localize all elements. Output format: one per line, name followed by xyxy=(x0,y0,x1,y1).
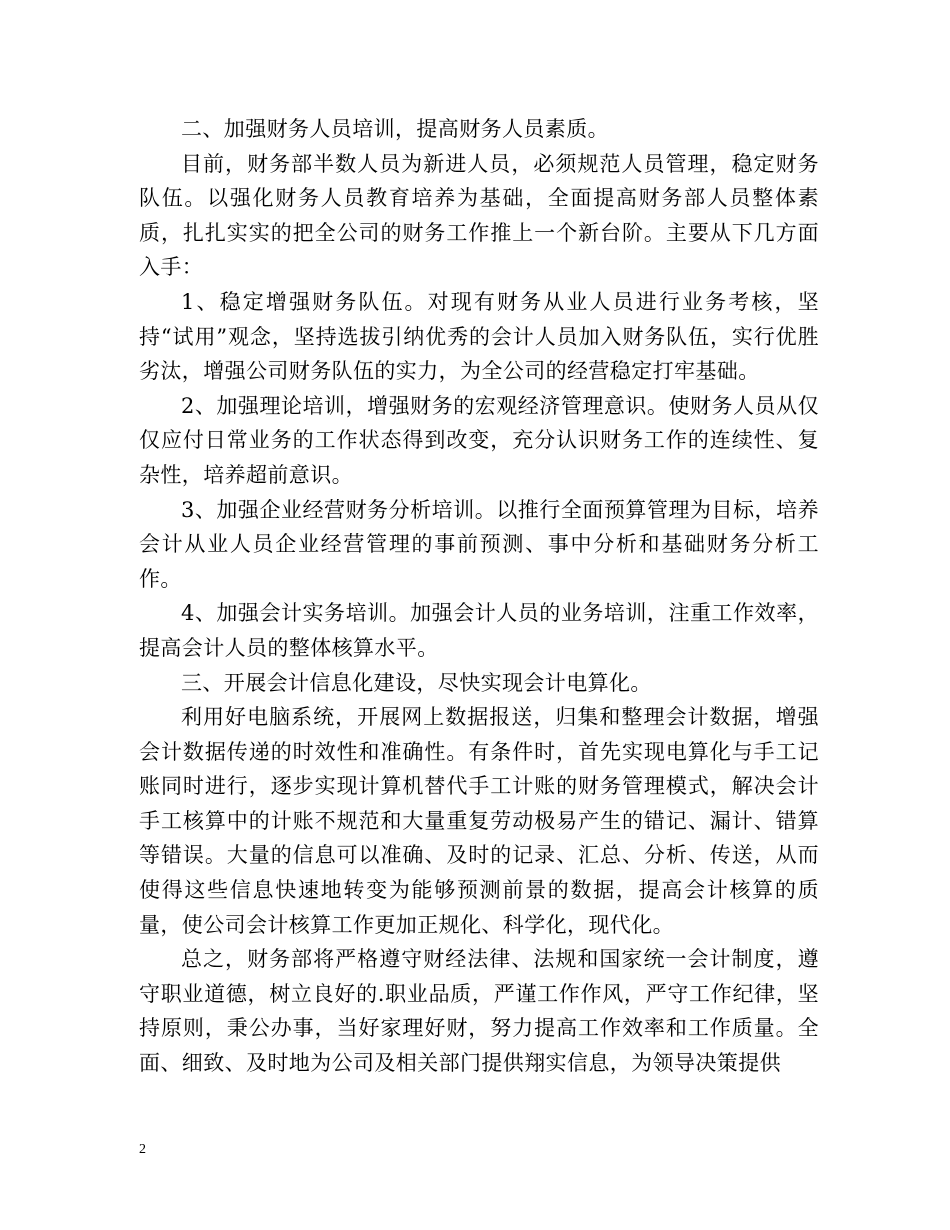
paragraph-summary: 总之，财务部将严格遵守财经法律、法规和国家统一会计制度，遵守职业道德，树立良好的.职业品质，严谨工作作风，严守工作纪律，坚持原则，秉公办事，当好家理好财，努力提高工作效率和工作质量。全面、细致、及时地为公司及相关部门提供翔实信息，为领导决策提供 xyxy=(139,947,819,1076)
paragraph-computerization: 利用好电脑系统，开展网上数据报送，归集和整理会计数据，增强会计数据传递的时效性和准确性。有条件时，首先实现电算化与手工记账同时进行，逐步实现计算机替代手工计账的财务管理模式，解决会计手工核算中的计账不规范和大量重复劳动极易产生的错记、漏计、错算等错误。大量的信息可以准确、及时的记录、汇总、分析、传送，从而使得这些信息快速地转变为能够预测前景的数据，提高会计核算的质量，使公司会计核算工作更加正规化、科学化，现代化。 xyxy=(139,705,819,937)
list-item-analysis-training: 3、加强企业经营财务分析培训。以推行全面预算管理为目标，培养会计从业人员企业经营管理的事前预测、事中分析和基础财务分析工作。 xyxy=(139,497,819,591)
list-item-stabilize-team: 1、稳定增强财务队伍。对现有财务从业人员进行业务考核，坚持“试用”观念，坚持选拔引纳优秀的会计人员加入财务队伍，实行优胜劣汰，增强公司财务队伍的实力，为全公司的经营稳定打牢基础。 xyxy=(139,289,819,384)
page-number: 2 xyxy=(139,1142,146,1157)
section-heading-informatization: 三、开展会计信息化建设，尽快实现会计电算化。 xyxy=(181,670,652,695)
document-body xyxy=(139,112,819,1081)
list-item-practice-training: 4、加强会计实务培训。加强会计人员的业务培训，注重工作效率，提高会计人员的整体核算水平。 xyxy=(139,601,819,660)
list-item-theory-training: 2、加强理论培训，增强财务的宏观经济管理意识。使财务人员从仅仅应付日常业务的工作状态得到改变，充分认识财务工作的连续性、复杂性，培养超前意识。 xyxy=(139,393,819,487)
section-heading-training: 二、加强财务人员培训，提高财务人员素质。 xyxy=(181,117,609,141)
paragraph-current-situation: 目前，财务部半数人员为新进人员，必须规范人员管理，稳定财务队伍。以强化财务人员教育培养为基础，全面提高财务部人员整体素质，扎扎实实的把全公司的财务工作推上一个新台阶。主要从下几方面入手： xyxy=(139,151,819,280)
